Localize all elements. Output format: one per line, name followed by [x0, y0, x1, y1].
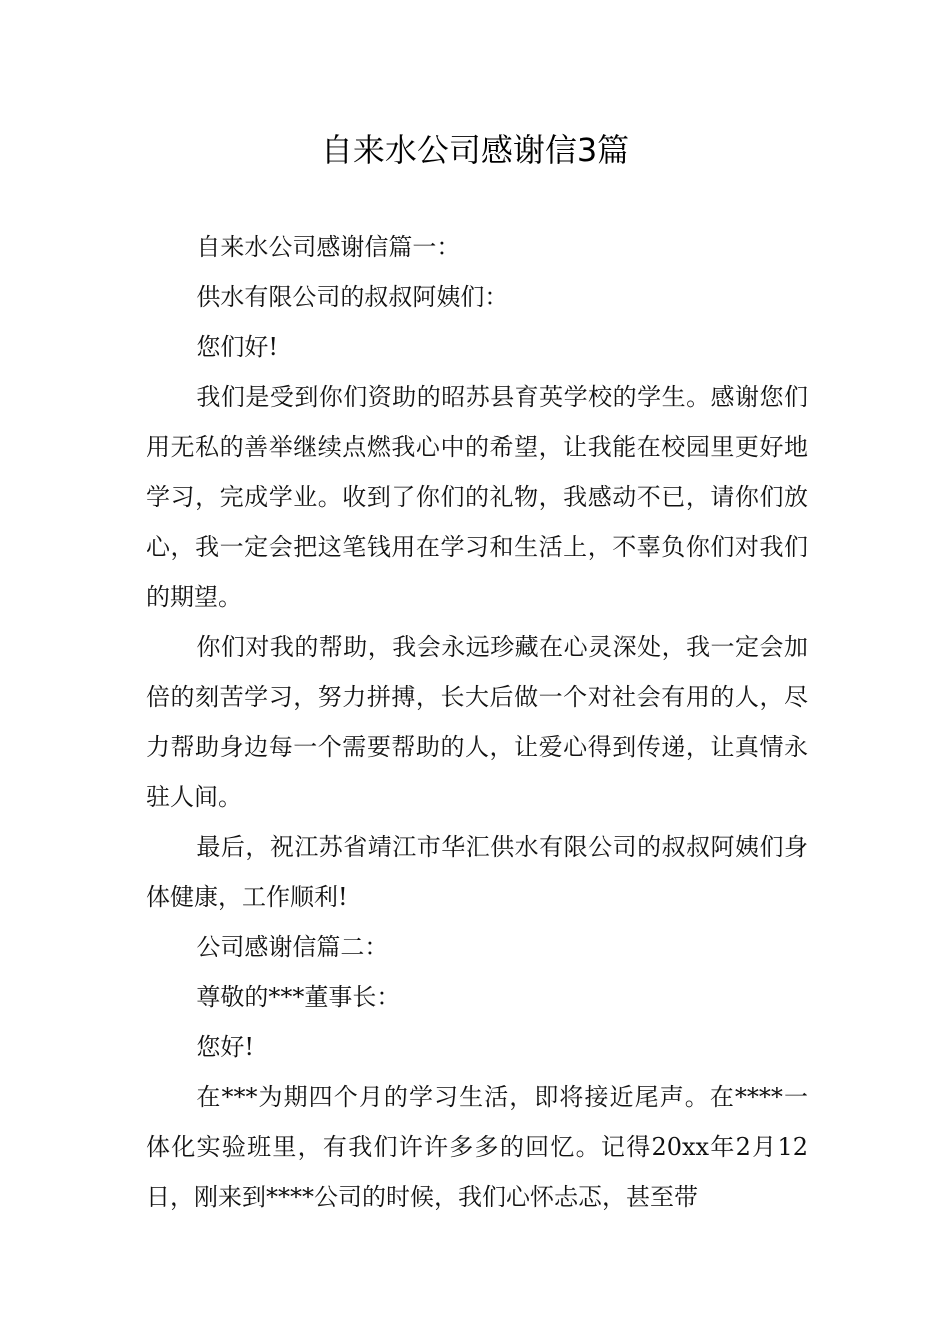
paragraph-body-3: 在***为期四个月的学习生活，即将接近尾声。在****一体化实验班里，有我们许许多多的回忆。记得20xx年2月12日，刚来到****公司的时候，我们心怀忐忑，甚至带	[146, 1083, 808, 1211]
document-body	[146, 222, 808, 1222]
paragraph-section-heading-1: 自来水公司感谢信篇一：	[196, 233, 461, 261]
document-title: 自来水公司感谢信3篇	[320, 131, 630, 169]
paragraph-closing-1: 最后，祝江苏省靖江市华汇供水有限公司的叔叔阿姨们身体健康，工作顺利!	[146, 833, 808, 911]
paragraph-salutation-1: 供水有限公司的叔叔阿姨们：	[196, 283, 509, 311]
paragraph-body-2: 你们对我的帮助，我会永远珍藏在心灵深处，我一定会加倍的刻苦学习，努力拼搏，长大后做一个对社会有用的人，尽力帮助身边每一个需要帮助的人，让爱心得到传递，让真情永驻人间。	[146, 633, 808, 811]
paragraph-body-1: 我们是受到你们资助的昭苏县育英学校的学生。感谢您们用无私的善举继续点燃我心中的希望，让我能在校园里更好地学习，完成学业。收到了你们的礼物，我感动不已，请你们放心，我一定会把这笔钱用在学习和生活上，不辜负你们对我们的期望。	[146, 383, 808, 611]
paragraph-salutation-2: 尊敬的***董事长：	[196, 983, 401, 1011]
paragraph-greeting-1: 您们好!	[196, 333, 279, 361]
paragraph-section-heading-2: 公司感谢信篇二：	[196, 933, 389, 961]
paragraph-greeting-2: 您好!	[196, 1033, 255, 1061]
